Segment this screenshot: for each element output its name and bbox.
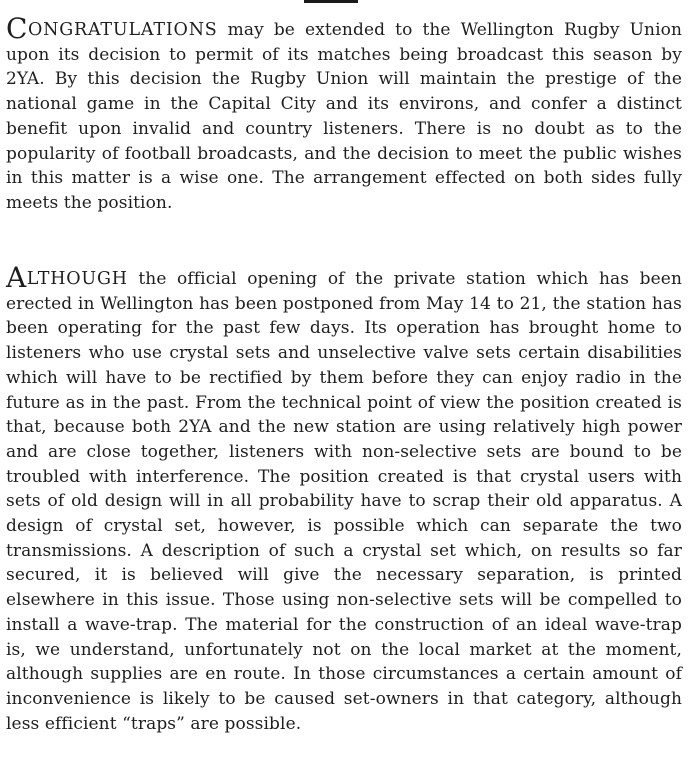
drop-cap: C: [6, 12, 28, 45]
article-private-station: [6, 261, 682, 736]
lead-word: ONGRATULATIONS: [27, 20, 218, 40]
article-rugby-broadcasts: [6, 12, 682, 216]
article-body: the official opening of the private station which has been erected in Wellington has been postponed from May 14 to 21, the station has been operating for the past few days. Its operation has brought home to listeners who use crystal sets and unselective valve sets certain disabilities which will have to be rectified by them before they can enjoy radio in the future as in the past. From the technical point of view the position created is that, because both 2YA and the new station are using relatively high power and are close together, listeners with non-selective sets are bound to be troubled with interference. The position created is that crystal users with sets of old design will in all probability have to scrap their old apparatus. A design of crystal set, however, is possible which can separate the two transmissions. A description of such a crystal set which, on results so far secured, it is believed will give the necessary separation, is printed elsewhere in this issue. Those using non-selective sets will be compelled to install a wave-trap. The material for the construction of an ideal wave-trap is, we understand, unfortunately not on the local market at the moment, although supplies are en route. In those circumstances a certain amount of inconvenience is likely to be caused set-owners in that category, although less efficient “traps” are possible.: [6, 269, 682, 734]
article-paragraph: [6, 261, 682, 736]
top-rule: [304, 0, 358, 3]
article-paragraph: [6, 12, 682, 216]
drop-cap: A: [6, 261, 27, 294]
lead-word: LTHOUGH: [26, 269, 128, 289]
article-body: may be extended to the Wellington Rugby Union upon its decision to permit of its matches being broadcast this season by 2YA. By this decision the Rugby Union will maintain the prestige of the national game in the Capital City and its environs, and confer a distinct benefit upon invalid and country listeners. There is no doubt as to the popularity of football broadcasts, and the decision to meet the public wishes in this matter is a wise one. The arrangement effected on both sides fully meets the position.: [6, 20, 682, 213]
